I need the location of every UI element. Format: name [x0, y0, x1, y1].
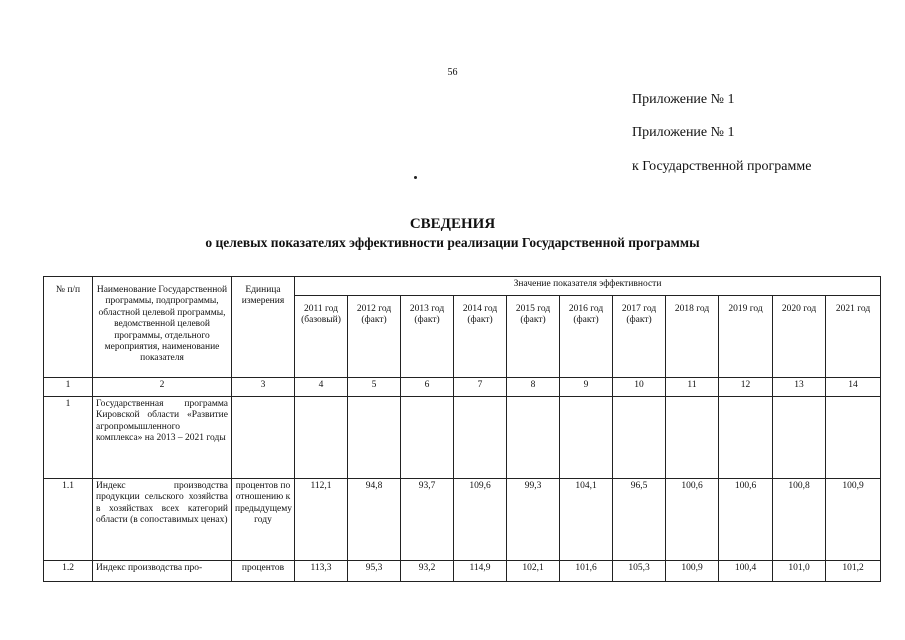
header-num: № п/п [44, 277, 93, 378]
row-num: 1.2 [44, 561, 93, 582]
column-number: 11 [666, 378, 719, 397]
row-value: 95,3 [348, 561, 401, 582]
column-number: 6 [401, 378, 454, 397]
row-value [613, 397, 666, 479]
row-value: 113,3 [295, 561, 348, 582]
row-value: 100,9 [826, 479, 881, 561]
header-name: Наименование Государственной программы, подпрограммы, областной целевой программы, ведомственной целевой программы, отдельного мероприятия, наименование показателя [93, 277, 232, 378]
row-value: 96,5 [613, 479, 666, 561]
column-number-row [44, 378, 881, 397]
row-value: 101,0 [773, 561, 826, 582]
column-number: 12 [719, 378, 773, 397]
row-name: Индекс производства про- [93, 561, 232, 582]
row-value: 101,2 [826, 561, 881, 582]
row-value: 99,3 [507, 479, 560, 561]
row-value: 93,7 [401, 479, 454, 561]
column-number: 10 [613, 378, 666, 397]
header-year: 2018 год [666, 296, 719, 378]
header-year: 2017 год (факт) [613, 296, 666, 378]
row-value [719, 397, 773, 479]
row-value: 114,9 [454, 561, 507, 582]
row-unit: процентов по отношению к предыдущему году [232, 479, 295, 561]
row-value [560, 397, 613, 479]
row-unit [232, 397, 295, 479]
row-value [348, 397, 401, 479]
row-value [826, 397, 881, 479]
table-row [44, 479, 881, 561]
column-number: 3 [232, 378, 295, 397]
header-year: 2015 год (факт) [507, 296, 560, 378]
row-value: 112,1 [295, 479, 348, 561]
column-number: 7 [454, 378, 507, 397]
header-year: 2016 год (факт) [560, 296, 613, 378]
header-year: 2021 год [826, 296, 881, 378]
column-number: 2 [93, 378, 232, 397]
row-num: 1 [44, 397, 93, 479]
column-number: 14 [826, 378, 881, 397]
row-value [295, 397, 348, 479]
column-number: 8 [507, 378, 560, 397]
row-name: Государственная программа Кировской области «Развитие агропромышленного комплекса» на 2013 – 2021 годы [93, 397, 232, 479]
column-number: 9 [560, 378, 613, 397]
row-value: 100,9 [666, 561, 719, 582]
row-value [401, 397, 454, 479]
column-number: 13 [773, 378, 826, 397]
row-value: 101,6 [560, 561, 613, 582]
row-name: Индекс производства продукции сельского хозяйства в хозяйствах всех категорий области (в сопоставимых ценах) [93, 479, 232, 561]
row-value: 100,4 [719, 561, 773, 582]
row-value: 100,6 [719, 479, 773, 561]
column-number: 5 [348, 378, 401, 397]
header-row-top [44, 277, 881, 296]
header-unit: Единица измерения [232, 277, 295, 378]
row-value [507, 397, 560, 479]
indicators-table [43, 276, 881, 582]
header-year: 2013 год (факт) [401, 296, 454, 378]
row-value: 102,1 [507, 561, 560, 582]
stray-dot [414, 176, 417, 179]
header-year: 2019 год [719, 296, 773, 378]
annex-line-2: Приложение № 1 [632, 125, 735, 140]
column-number: 4 [295, 378, 348, 397]
header-year: 2020 год [773, 296, 826, 378]
row-value: 104,1 [560, 479, 613, 561]
row-value: 94,8 [348, 479, 401, 561]
row-value: 105,3 [613, 561, 666, 582]
row-num: 1.1 [44, 479, 93, 561]
page-number: 56 [447, 67, 458, 78]
header-year: 2014 год (факт) [454, 296, 507, 378]
header-values-group: Значение показателя эффективности [295, 277, 881, 296]
document-title: СВЕДЕНИЯ [409, 216, 496, 232]
header-year: 2011 год (базовый) [295, 296, 348, 378]
row-value: 93,2 [401, 561, 454, 582]
table-row [44, 561, 881, 582]
row-value: 100,8 [773, 479, 826, 561]
row-value: 100,6 [666, 479, 719, 561]
annex-line-3: к Государственной программе [632, 159, 812, 174]
row-unit: процентов [232, 561, 295, 582]
row-value: 109,6 [454, 479, 507, 561]
annex-line-1: Приложение № 1 [632, 92, 735, 107]
column-number: 1 [44, 378, 93, 397]
row-value [454, 397, 507, 479]
document-subtitle: о целевых показателях эффективности реализации Государственной программы [205, 235, 700, 250]
table-row [44, 397, 881, 479]
row-value [773, 397, 826, 479]
row-value [666, 397, 719, 479]
header-year: 2012 год (факт) [348, 296, 401, 378]
